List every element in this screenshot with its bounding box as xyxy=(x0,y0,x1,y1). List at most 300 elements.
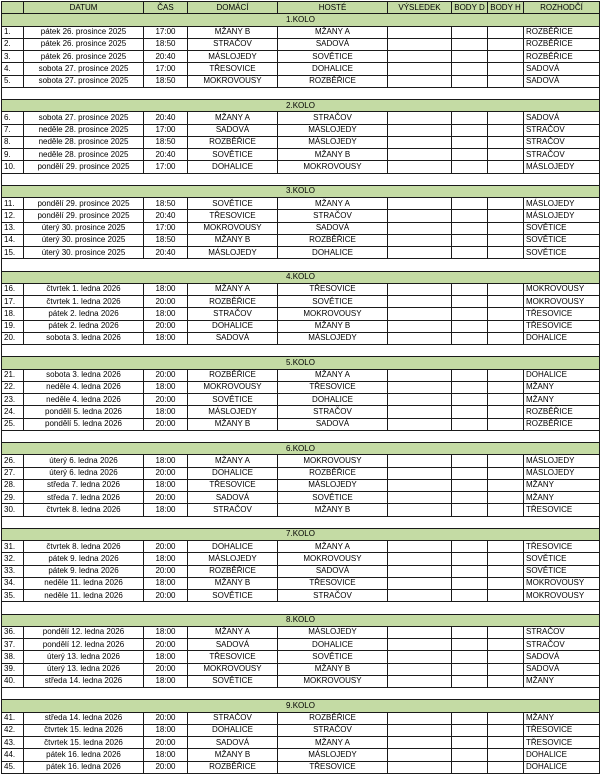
away-points-cell[interactable] xyxy=(488,541,524,553)
match-number-cell[interactable]: 41. xyxy=(2,712,24,724)
away-points-cell[interactable] xyxy=(488,749,524,761)
away-team-cell[interactable]: MOKROVOUSY xyxy=(278,553,388,565)
away-team-cell[interactable]: SOVĚTICE xyxy=(278,651,388,663)
home-team-cell[interactable]: SADOVÁ xyxy=(188,639,278,651)
match-number-cell[interactable]: 31. xyxy=(2,541,24,553)
home-team-cell[interactable]: SOVĚTICE xyxy=(188,675,278,687)
away-team-cell[interactable]: STRAČOV xyxy=(278,210,388,222)
result-cell[interactable] xyxy=(388,394,452,406)
match-number-cell[interactable]: 24. xyxy=(2,406,24,418)
referee-cell[interactable]: MŽANY xyxy=(524,381,600,393)
match-number-cell[interactable]: 5. xyxy=(2,75,24,87)
away-points-cell[interactable] xyxy=(488,479,524,491)
match-number-cell[interactable]: 32. xyxy=(2,553,24,565)
home-points-cell[interactable] xyxy=(452,492,488,504)
match-time-cell[interactable]: 17:00 xyxy=(144,124,188,136)
home-team-cell[interactable]: MŽANY B xyxy=(188,418,278,430)
away-points-cell[interactable] xyxy=(488,124,524,136)
away-points-cell[interactable] xyxy=(488,577,524,589)
home-team-cell[interactable]: MOKROVOUSY xyxy=(188,663,278,675)
away-team-cell[interactable]: MOKROVOUSY xyxy=(278,308,388,320)
result-cell[interactable] xyxy=(388,663,452,675)
home-points-cell[interactable] xyxy=(452,26,488,38)
round-label[interactable]: 5.KOLO xyxy=(2,357,600,369)
referee-cell[interactable]: TŘESOVICE xyxy=(524,724,600,736)
round-label[interactable]: 1.KOLO xyxy=(2,14,600,26)
away-team-cell[interactable]: ROZBĚŘICE xyxy=(278,712,388,724)
home-points-cell[interactable] xyxy=(452,161,488,173)
match-number-cell[interactable]: 25. xyxy=(2,418,24,430)
home-team-cell[interactable]: STRAČOV xyxy=(188,308,278,320)
referee-cell[interactable]: STRAČOV xyxy=(524,124,600,136)
referee-cell[interactable]: MŽANY xyxy=(524,479,600,491)
round-label[interactable]: 2.KOLO xyxy=(2,100,600,112)
home-points-cell[interactable] xyxy=(452,38,488,50)
home-points-cell[interactable] xyxy=(452,406,488,418)
home-team-cell[interactable]: MŽANY A xyxy=(188,112,278,124)
match-date-cell[interactable]: úterý 13. ledna 2026 xyxy=(24,651,144,663)
match-time-cell[interactable]: 20:00 xyxy=(144,320,188,332)
away-points-cell[interactable] xyxy=(488,332,524,344)
match-time-cell[interactable]: 20:40 xyxy=(144,149,188,161)
away-points-cell[interactable] xyxy=(488,553,524,565)
home-points-cell[interactable] xyxy=(452,577,488,589)
match-number-cell[interactable]: 38. xyxy=(2,651,24,663)
match-number-cell[interactable]: 20. xyxy=(2,332,24,344)
result-cell[interactable] xyxy=(388,332,452,344)
referee-cell[interactable]: SOVĚTICE xyxy=(524,234,600,246)
away-points-cell[interactable] xyxy=(488,381,524,393)
match-number-cell[interactable]: 39. xyxy=(2,663,24,675)
away-team-cell[interactable]: TŘESOVICE xyxy=(278,283,388,295)
match-number-cell[interactable]: 44. xyxy=(2,749,24,761)
away-points-cell[interactable] xyxy=(488,418,524,430)
header-rozhodci[interactable]: ROZHODČÍ xyxy=(524,2,600,14)
away-team-cell[interactable]: MÁSLOJEDY xyxy=(278,626,388,638)
match-date-cell[interactable]: pátek 9. ledna 2026 xyxy=(24,553,144,565)
result-cell[interactable] xyxy=(388,492,452,504)
home-team-cell[interactable]: DOHALICE xyxy=(188,320,278,332)
match-time-cell[interactable]: 18:00 xyxy=(144,504,188,516)
away-points-cell[interactable] xyxy=(488,565,524,577)
away-team-cell[interactable]: MŽANY B xyxy=(278,149,388,161)
result-cell[interactable] xyxy=(388,541,452,553)
match-number-cell[interactable]: 13. xyxy=(2,222,24,234)
match-number-cell[interactable]: 16. xyxy=(2,283,24,295)
round-label[interactable]: 9.KOLO xyxy=(2,700,600,712)
match-time-cell[interactable]: 20:40 xyxy=(144,51,188,63)
referee-cell[interactable]: ROZBĚŘICE xyxy=(524,406,600,418)
referee-cell[interactable]: MŽANY xyxy=(524,492,600,504)
home-team-cell[interactable]: MOKROVOUSY xyxy=(188,75,278,87)
match-time-cell[interactable]: 18:00 xyxy=(144,651,188,663)
home-points-cell[interactable] xyxy=(452,234,488,246)
home-team-cell[interactable]: ROZBĚŘICE xyxy=(188,136,278,148)
referee-cell[interactable]: SADOVÁ xyxy=(524,651,600,663)
away-team-cell[interactable]: STRAČOV xyxy=(278,112,388,124)
home-team-cell[interactable]: TŘESOVICE xyxy=(188,651,278,663)
home-points-cell[interactable] xyxy=(452,75,488,87)
result-cell[interactable] xyxy=(388,222,452,234)
header-vysledek[interactable]: VÝSLEDEK xyxy=(388,2,452,14)
away-team-cell[interactable]: MÁSLOJEDY xyxy=(278,479,388,491)
result-cell[interactable] xyxy=(388,247,452,259)
referee-cell[interactable]: ROZBĚŘICE xyxy=(524,51,600,63)
match-number-cell[interactable]: 8. xyxy=(2,136,24,148)
match-time-cell[interactable]: 20:00 xyxy=(144,737,188,749)
match-date-cell[interactable]: úterý 6. ledna 2026 xyxy=(24,467,144,479)
match-time-cell[interactable]: 18:50 xyxy=(144,38,188,50)
home-points-cell[interactable] xyxy=(452,210,488,222)
away-points-cell[interactable] xyxy=(488,712,524,724)
home-points-cell[interactable] xyxy=(452,590,488,602)
result-cell[interactable] xyxy=(388,626,452,638)
match-date-cell[interactable]: úterý 13. ledna 2026 xyxy=(24,663,144,675)
result-cell[interactable] xyxy=(388,161,452,173)
match-number-cell[interactable]: 14. xyxy=(2,234,24,246)
match-number-cell[interactable]: 30. xyxy=(2,504,24,516)
home-team-cell[interactable]: MŽANY A xyxy=(188,455,278,467)
result-cell[interactable] xyxy=(388,590,452,602)
match-time-cell[interactable]: 17:00 xyxy=(144,222,188,234)
match-time-cell[interactable]: 17:00 xyxy=(144,26,188,38)
header-cas[interactable]: ČAS xyxy=(144,2,188,14)
home-points-cell[interactable] xyxy=(452,553,488,565)
home-points-cell[interactable] xyxy=(452,369,488,381)
referee-cell[interactable]: SADOVÁ xyxy=(524,663,600,675)
match-number-cell[interactable]: 12. xyxy=(2,210,24,222)
match-date-cell[interactable]: sobota 3. ledna 2026 xyxy=(24,332,144,344)
match-date-cell[interactable]: čtvrtek 8. ledna 2026 xyxy=(24,504,144,516)
match-number-cell[interactable]: 17. xyxy=(2,296,24,308)
match-date-cell[interactable]: pondělí 5. ledna 2026 xyxy=(24,418,144,430)
away-points-cell[interactable] xyxy=(488,626,524,638)
away-team-cell[interactable]: MŽANY B xyxy=(278,663,388,675)
referee-cell[interactable]: DOHALICE xyxy=(524,749,600,761)
referee-cell[interactable]: TŘESOVICE xyxy=(524,320,600,332)
match-time-cell[interactable]: 18:50 xyxy=(144,198,188,210)
match-time-cell[interactable]: 20:00 xyxy=(144,541,188,553)
home-points-cell[interactable] xyxy=(452,749,488,761)
match-time-cell[interactable]: 20:00 xyxy=(144,467,188,479)
match-date-cell[interactable]: pondělí 29. prosince 2025 xyxy=(24,198,144,210)
home-points-cell[interactable] xyxy=(452,149,488,161)
match-time-cell[interactable]: 18:00 xyxy=(144,332,188,344)
referee-cell[interactable]: MOKROVOUSY xyxy=(524,283,600,295)
match-date-cell[interactable]: neděle 28. prosince 2025 xyxy=(24,149,144,161)
match-date-cell[interactable]: pátek 16. ledna 2026 xyxy=(24,749,144,761)
home-team-cell[interactable]: MOKROVOUSY xyxy=(188,222,278,234)
result-cell[interactable] xyxy=(388,418,452,430)
away-team-cell[interactable]: MOKROVOUSY xyxy=(278,161,388,173)
referee-cell[interactable]: MÁSLOJEDY xyxy=(524,198,600,210)
match-number-cell[interactable]: 21. xyxy=(2,369,24,381)
result-cell[interactable] xyxy=(388,455,452,467)
referee-cell[interactable]: SOVĚTICE xyxy=(524,553,600,565)
referee-cell[interactable]: TŘESOVICE xyxy=(524,541,600,553)
home-team-cell[interactable]: MÁSLOJEDY xyxy=(188,553,278,565)
referee-cell[interactable]: DOHALICE xyxy=(524,332,600,344)
away-team-cell[interactable]: SADOVÁ xyxy=(278,565,388,577)
referee-cell[interactable]: STRAČOV xyxy=(524,149,600,161)
away-team-cell[interactable]: ROZBĚŘICE xyxy=(278,75,388,87)
match-date-cell[interactable]: úterý 30. prosince 2025 xyxy=(24,247,144,259)
result-cell[interactable] xyxy=(388,124,452,136)
header-datum[interactable]: DATUM xyxy=(24,2,144,14)
match-number-cell[interactable]: 37. xyxy=(2,639,24,651)
away-points-cell[interactable] xyxy=(488,761,524,773)
referee-cell[interactable]: ROZBĚŘICE xyxy=(524,38,600,50)
away-points-cell[interactable] xyxy=(488,234,524,246)
home-points-cell[interactable] xyxy=(452,198,488,210)
home-team-cell[interactable]: SADOVÁ xyxy=(188,332,278,344)
away-team-cell[interactable]: TŘESOVICE xyxy=(278,381,388,393)
match-date-cell[interactable]: pátek 2. ledna 2026 xyxy=(24,308,144,320)
home-team-cell[interactable]: SADOVÁ xyxy=(188,124,278,136)
away-points-cell[interactable] xyxy=(488,455,524,467)
home-points-cell[interactable] xyxy=(452,308,488,320)
match-time-cell[interactable]: 20:00 xyxy=(144,418,188,430)
referee-cell[interactable]: SADOVÁ xyxy=(524,63,600,75)
home-points-cell[interactable] xyxy=(452,320,488,332)
referee-cell[interactable]: TŘESOVICE xyxy=(524,737,600,749)
away-team-cell[interactable]: MÁSLOJEDY xyxy=(278,136,388,148)
referee-cell[interactable]: TŘESOVICE xyxy=(524,504,600,516)
match-time-cell[interactable]: 20:00 xyxy=(144,761,188,773)
away-team-cell[interactable]: DOHALICE xyxy=(278,639,388,651)
match-number-cell[interactable]: 2. xyxy=(2,38,24,50)
result-cell[interactable] xyxy=(388,406,452,418)
match-number-cell[interactable]: 35. xyxy=(2,590,24,602)
round-label[interactable]: 4.KOLO xyxy=(2,271,600,283)
away-team-cell[interactable]: SADOVÁ xyxy=(278,38,388,50)
home-points-cell[interactable] xyxy=(452,724,488,736)
result-cell[interactable] xyxy=(388,724,452,736)
home-points-cell[interactable] xyxy=(452,504,488,516)
home-team-cell[interactable]: MŽANY B xyxy=(188,749,278,761)
match-number-cell[interactable]: 6. xyxy=(2,112,24,124)
match-date-cell[interactable]: čtvrtek 1. ledna 2026 xyxy=(24,296,144,308)
result-cell[interactable] xyxy=(388,651,452,663)
away-points-cell[interactable] xyxy=(488,394,524,406)
match-time-cell[interactable]: 20:00 xyxy=(144,663,188,675)
away-points-cell[interactable] xyxy=(488,210,524,222)
home-team-cell[interactable]: TŘESOVICE xyxy=(188,479,278,491)
away-team-cell[interactable]: DOHALICE xyxy=(278,394,388,406)
header-number[interactable] xyxy=(2,2,24,14)
referee-cell[interactable]: MÁSLOJEDY xyxy=(524,161,600,173)
match-time-cell[interactable]: 17:00 xyxy=(144,161,188,173)
result-cell[interactable] xyxy=(388,51,452,63)
match-time-cell[interactable]: 18:00 xyxy=(144,455,188,467)
match-time-cell[interactable]: 20:00 xyxy=(144,590,188,602)
match-date-cell[interactable]: úterý 6. ledna 2026 xyxy=(24,455,144,467)
result-cell[interactable] xyxy=(388,381,452,393)
away-points-cell[interactable] xyxy=(488,492,524,504)
home-points-cell[interactable] xyxy=(452,639,488,651)
away-points-cell[interactable] xyxy=(488,149,524,161)
away-points-cell[interactable] xyxy=(488,724,524,736)
result-cell[interactable] xyxy=(388,761,452,773)
match-number-cell[interactable]: 15. xyxy=(2,247,24,259)
match-date-cell[interactable]: neděle 28. prosince 2025 xyxy=(24,136,144,148)
round-label[interactable]: 8.KOLO xyxy=(2,614,600,626)
match-time-cell[interactable]: 17:00 xyxy=(144,63,188,75)
home-points-cell[interactable] xyxy=(452,737,488,749)
result-cell[interactable] xyxy=(388,210,452,222)
home-team-cell[interactable]: MŽANY B xyxy=(188,26,278,38)
away-points-cell[interactable] xyxy=(488,38,524,50)
away-points-cell[interactable] xyxy=(488,198,524,210)
away-points-cell[interactable] xyxy=(488,406,524,418)
home-team-cell[interactable]: MŽANY A xyxy=(188,283,278,295)
result-cell[interactable] xyxy=(388,553,452,565)
match-number-cell[interactable]: 23. xyxy=(2,394,24,406)
match-time-cell[interactable]: 18:50 xyxy=(144,136,188,148)
home-team-cell[interactable]: TŘESOVICE xyxy=(188,63,278,75)
result-cell[interactable] xyxy=(388,234,452,246)
home-team-cell[interactable]: ROZBĚŘICE xyxy=(188,761,278,773)
away-team-cell[interactable]: MÁSLOJEDY xyxy=(278,749,388,761)
match-date-cell[interactable]: pátek 2. ledna 2026 xyxy=(24,320,144,332)
match-date-cell[interactable]: úterý 30. prosince 2025 xyxy=(24,234,144,246)
match-date-cell[interactable]: pátek 26. prosince 2025 xyxy=(24,51,144,63)
away-points-cell[interactable] xyxy=(488,283,524,295)
away-points-cell[interactable] xyxy=(488,675,524,687)
away-points-cell[interactable] xyxy=(488,161,524,173)
referee-cell[interactable]: MŽANY xyxy=(524,675,600,687)
result-cell[interactable] xyxy=(388,136,452,148)
match-time-cell[interactable]: 20:40 xyxy=(144,247,188,259)
match-number-cell[interactable]: 22. xyxy=(2,381,24,393)
match-number-cell[interactable]: 43. xyxy=(2,737,24,749)
away-points-cell[interactable] xyxy=(488,590,524,602)
home-points-cell[interactable] xyxy=(452,124,488,136)
match-number-cell[interactable]: 45. xyxy=(2,761,24,773)
away-team-cell[interactable]: TŘESOVICE xyxy=(278,577,388,589)
result-cell[interactable] xyxy=(388,283,452,295)
away-team-cell[interactable]: MŽANY A xyxy=(278,198,388,210)
result-cell[interactable] xyxy=(388,75,452,87)
match-date-cell[interactable]: středa 14. ledna 2026 xyxy=(24,712,144,724)
referee-cell[interactable]: MÁSLOJEDY xyxy=(524,455,600,467)
match-date-cell[interactable]: sobota 27. prosince 2025 xyxy=(24,75,144,87)
match-number-cell[interactable]: 28. xyxy=(2,479,24,491)
match-date-cell[interactable]: pátek 9. ledna 2026 xyxy=(24,565,144,577)
header-body-d[interactable]: BODY D xyxy=(452,2,488,14)
match-number-cell[interactable]: 34. xyxy=(2,577,24,589)
away-points-cell[interactable] xyxy=(488,296,524,308)
home-points-cell[interactable] xyxy=(452,418,488,430)
referee-cell[interactable]: ROZBĚŘICE xyxy=(524,26,600,38)
match-date-cell[interactable]: čtvrtek 15. ledna 2026 xyxy=(24,737,144,749)
home-points-cell[interactable] xyxy=(452,296,488,308)
match-date-cell[interactable]: středa 14. ledna 2026 xyxy=(24,675,144,687)
home-points-cell[interactable] xyxy=(452,663,488,675)
away-points-cell[interactable] xyxy=(488,222,524,234)
away-team-cell[interactable]: MŽANY A xyxy=(278,369,388,381)
result-cell[interactable] xyxy=(388,749,452,761)
referee-cell[interactable]: DOHALICE xyxy=(524,369,600,381)
result-cell[interactable] xyxy=(388,369,452,381)
home-points-cell[interactable] xyxy=(452,51,488,63)
match-time-cell[interactable]: 18:00 xyxy=(144,675,188,687)
home-points-cell[interactable] xyxy=(452,381,488,393)
result-cell[interactable] xyxy=(388,479,452,491)
home-points-cell[interactable] xyxy=(452,651,488,663)
home-points-cell[interactable] xyxy=(452,112,488,124)
match-date-cell[interactable]: sobota 3. ledna 2026 xyxy=(24,369,144,381)
home-team-cell[interactable]: SADOVÁ xyxy=(188,492,278,504)
match-date-cell[interactable]: čtvrtek 1. ledna 2026 xyxy=(24,283,144,295)
away-points-cell[interactable] xyxy=(488,51,524,63)
match-date-cell[interactable]: neděle 11. ledna 2026 xyxy=(24,590,144,602)
away-points-cell[interactable] xyxy=(488,467,524,479)
home-points-cell[interactable] xyxy=(452,761,488,773)
home-points-cell[interactable] xyxy=(452,541,488,553)
referee-cell[interactable]: MÁSLOJEDY xyxy=(524,210,600,222)
away-points-cell[interactable] xyxy=(488,112,524,124)
match-date-cell[interactable]: pátek 26. prosince 2025 xyxy=(24,38,144,50)
match-date-cell[interactable]: pondělí 29. prosince 2025 xyxy=(24,210,144,222)
match-date-cell[interactable]: úterý 30. prosince 2025 xyxy=(24,222,144,234)
away-team-cell[interactable]: MOKROVOUSY xyxy=(278,455,388,467)
match-number-cell[interactable]: 4. xyxy=(2,63,24,75)
result-cell[interactable] xyxy=(388,577,452,589)
round-label[interactable]: 6.KOLO xyxy=(2,443,600,455)
home-team-cell[interactable]: ROZBĚŘICE xyxy=(188,296,278,308)
home-team-cell[interactable]: ROZBĚŘICE xyxy=(188,369,278,381)
match-date-cell[interactable]: pátek 26. prosince 2025 xyxy=(24,26,144,38)
match-time-cell[interactable]: 20:00 xyxy=(144,565,188,577)
match-date-cell[interactable]: neděle 11. ledna 2026 xyxy=(24,577,144,589)
away-team-cell[interactable]: STRAČOV xyxy=(278,724,388,736)
result-cell[interactable] xyxy=(388,639,452,651)
home-team-cell[interactable]: MÁSLOJEDY xyxy=(188,51,278,63)
result-cell[interactable] xyxy=(388,467,452,479)
referee-cell[interactable]: MÁSLOJEDY xyxy=(524,467,600,479)
home-team-cell[interactable]: SOVĚTICE xyxy=(188,149,278,161)
away-team-cell[interactable]: MÁSLOJEDY xyxy=(278,124,388,136)
referee-cell[interactable]: MOKROVOUSY xyxy=(524,590,600,602)
away-team-cell[interactable]: DOHALICE xyxy=(278,63,388,75)
home-team-cell[interactable]: STRAČOV xyxy=(188,38,278,50)
referee-cell[interactable]: DOHALICE xyxy=(524,761,600,773)
match-number-cell[interactable]: 1. xyxy=(2,26,24,38)
away-team-cell[interactable]: MŽANY A xyxy=(278,737,388,749)
match-time-cell[interactable]: 18:00 xyxy=(144,577,188,589)
home-team-cell[interactable]: ROZBĚŘICE xyxy=(188,565,278,577)
away-team-cell[interactable]: ROZBĚŘICE xyxy=(278,234,388,246)
match-number-cell[interactable]: 19. xyxy=(2,320,24,332)
result-cell[interactable] xyxy=(388,565,452,577)
away-points-cell[interactable] xyxy=(488,320,524,332)
referee-cell[interactable]: STRAČOV xyxy=(524,639,600,651)
away-team-cell[interactable]: MŽANY B xyxy=(278,504,388,516)
away-team-cell[interactable]: SOVĚTICE xyxy=(278,296,388,308)
away-team-cell[interactable]: DOHALICE xyxy=(278,247,388,259)
match-date-cell[interactable]: středa 7. ledna 2026 xyxy=(24,492,144,504)
away-points-cell[interactable] xyxy=(488,737,524,749)
referee-cell[interactable]: SOVĚTICE xyxy=(524,565,600,577)
result-cell[interactable] xyxy=(388,38,452,50)
result-cell[interactable] xyxy=(388,308,452,320)
away-team-cell[interactable]: MŽANY A xyxy=(278,541,388,553)
referee-cell[interactable]: MŽANY xyxy=(524,394,600,406)
away-team-cell[interactable]: SADOVÁ xyxy=(278,418,388,430)
header-domaci[interactable]: DOMÁCÍ xyxy=(188,2,278,14)
away-team-cell[interactable]: SOVĚTICE xyxy=(278,492,388,504)
